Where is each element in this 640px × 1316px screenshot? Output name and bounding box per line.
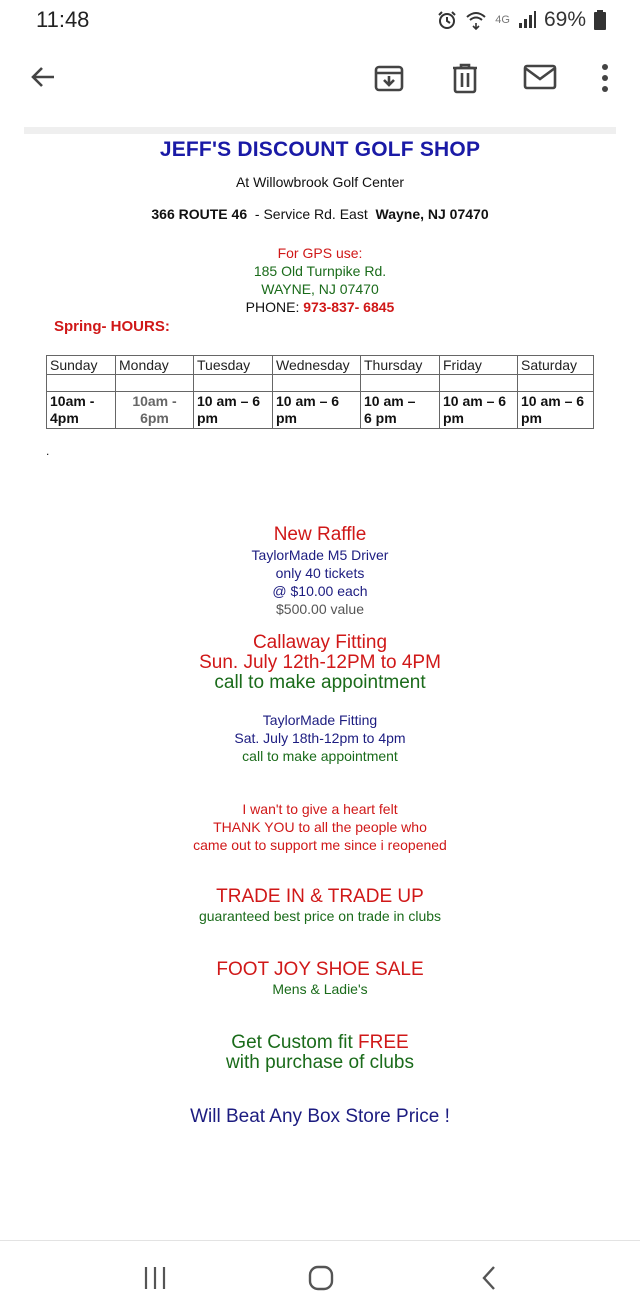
hours-label: Spring- HOURS: — [54, 318, 170, 335]
gps-city: WAYNE, NJ 07470 — [261, 281, 379, 297]
time-cell: 10 am – 6 pm — [440, 392, 518, 429]
beat-price-text: Will Beat Any Box Store Price ! — [190, 1106, 450, 1127]
custom-fit-line — [0, 1033, 640, 1053]
email-toolbar — [0, 50, 640, 114]
custom-fit-text: Get Custom fit — [231, 1032, 353, 1053]
day-cell: Monday — [116, 356, 194, 375]
hours-table — [46, 355, 594, 429]
day-cell: Wednesday — [273, 356, 361, 375]
back-nav-icon[interactable] — [480, 1265, 498, 1291]
custom-fit-section — [0, 1033, 640, 1073]
back-arrow-icon[interactable] — [28, 62, 58, 92]
shop-address — [0, 206, 640, 222]
network-type: 4G — [495, 14, 510, 26]
hours-days-row — [47, 356, 594, 375]
time-cell: 10 am – 6 pm — [361, 392, 440, 429]
raffle-price: @ $10.00 each — [272, 583, 368, 599]
callaway-date: Sun. July 12th-12PM to 4PM — [199, 652, 441, 673]
alarm-icon — [437, 10, 457, 30]
shop-subtitle: At Willowbrook Golf Center — [235, 174, 405, 190]
custom-fit-purchase: with purchase of clubs — [226, 1052, 414, 1073]
time-cell: 10am - 6pm — [116, 392, 194, 429]
hours-empty-row — [47, 375, 594, 392]
day-cell: Friday — [440, 356, 518, 375]
callaway-section — [0, 633, 640, 693]
shop-title: JEFF'S DISCOUNT GOLF SHOP — [159, 138, 481, 161]
gps-info — [0, 244, 640, 316]
raffle-section — [0, 524, 640, 618]
day-cell: Thursday — [361, 356, 440, 375]
day-cell: Tuesday — [194, 356, 273, 375]
day-cell: Sunday — [47, 356, 116, 375]
time-cell: 10 am – 6 pm — [194, 392, 273, 429]
footjoy-section — [0, 960, 640, 998]
taylormade-date: Sat. July 18th-12pm to 4pm — [234, 730, 406, 746]
callaway-cta: call to make appointment — [214, 672, 426, 693]
phone-line — [0, 298, 640, 316]
custom-fit-free: FREE — [358, 1032, 409, 1053]
content-divider — [24, 127, 616, 134]
address-street: 366 ROUTE 46 — [151, 206, 248, 222]
raffle-title: New Raffle — [273, 524, 367, 545]
footjoy-sub: Mens & Ladie's — [272, 981, 368, 997]
trash-icon[interactable] — [450, 62, 480, 94]
wifi-icon — [465, 10, 487, 30]
time-cell: 10 am – 6 pm — [518, 392, 594, 429]
gps-label: For GPS use: — [277, 245, 363, 261]
time-cell: 10 am – 6 pm — [273, 392, 361, 429]
stray-dot: . — [46, 444, 50, 458]
clock: 11:48 — [36, 7, 90, 32]
thanks-line: THANK YOU to all the people who — [213, 819, 427, 835]
battery-icon — [594, 10, 606, 30]
archive-icon[interactable] — [373, 62, 405, 94]
thanks-line: I wan't to give a heart felt — [242, 801, 398, 817]
beat-price-section — [0, 1107, 640, 1127]
callaway-title: Callaway Fitting — [252, 632, 388, 653]
phone-label: PHONE: — [245, 299, 300, 315]
day-cell: Saturday — [518, 356, 594, 375]
recent-apps-icon[interactable] — [143, 1265, 167, 1291]
gps-street: 185 Old Turnpike Rd. — [253, 263, 387, 279]
raffle-value: $500.00 value — [276, 601, 364, 617]
signal-icon — [518, 11, 536, 29]
thanks-section — [0, 800, 640, 854]
footjoy-title: FOOT JOY SHOE SALE — [216, 959, 424, 980]
more-options-icon[interactable] — [598, 62, 612, 94]
trade-section — [0, 887, 640, 925]
home-icon[interactable] — [308, 1265, 334, 1291]
address-city: Wayne, NJ 07470 — [375, 206, 489, 222]
time-cell: 10am - 4pm — [47, 392, 116, 429]
mail-icon[interactable] — [523, 62, 557, 92]
raffle-tickets: only 40 tickets — [275, 565, 365, 581]
trade-sub: guaranteed best price on trade in clubs — [198, 908, 442, 924]
trade-title: TRADE IN & TRADE UP — [216, 886, 424, 907]
taylormade-cta: call to make appointment — [242, 748, 398, 764]
system-nav-bar — [0, 1240, 640, 1316]
taylormade-section — [0, 711, 640, 765]
thanks-line: came out to support me since i reopened — [193, 837, 447, 853]
hours-times-row — [47, 392, 594, 429]
raffle-item: TaylorMade M5 Driver — [251, 547, 389, 563]
status-bar — [0, 0, 640, 42]
status-icons — [437, 8, 606, 32]
battery-percent: 69% — [543, 8, 586, 31]
address-service-road: - Service Rd. East — [254, 206, 368, 222]
taylormade-title: TaylorMade Fitting — [262, 712, 378, 728]
email-body-header — [0, 134, 640, 316]
phone-number[interactable]: 973-837- 6845 — [303, 299, 395, 315]
